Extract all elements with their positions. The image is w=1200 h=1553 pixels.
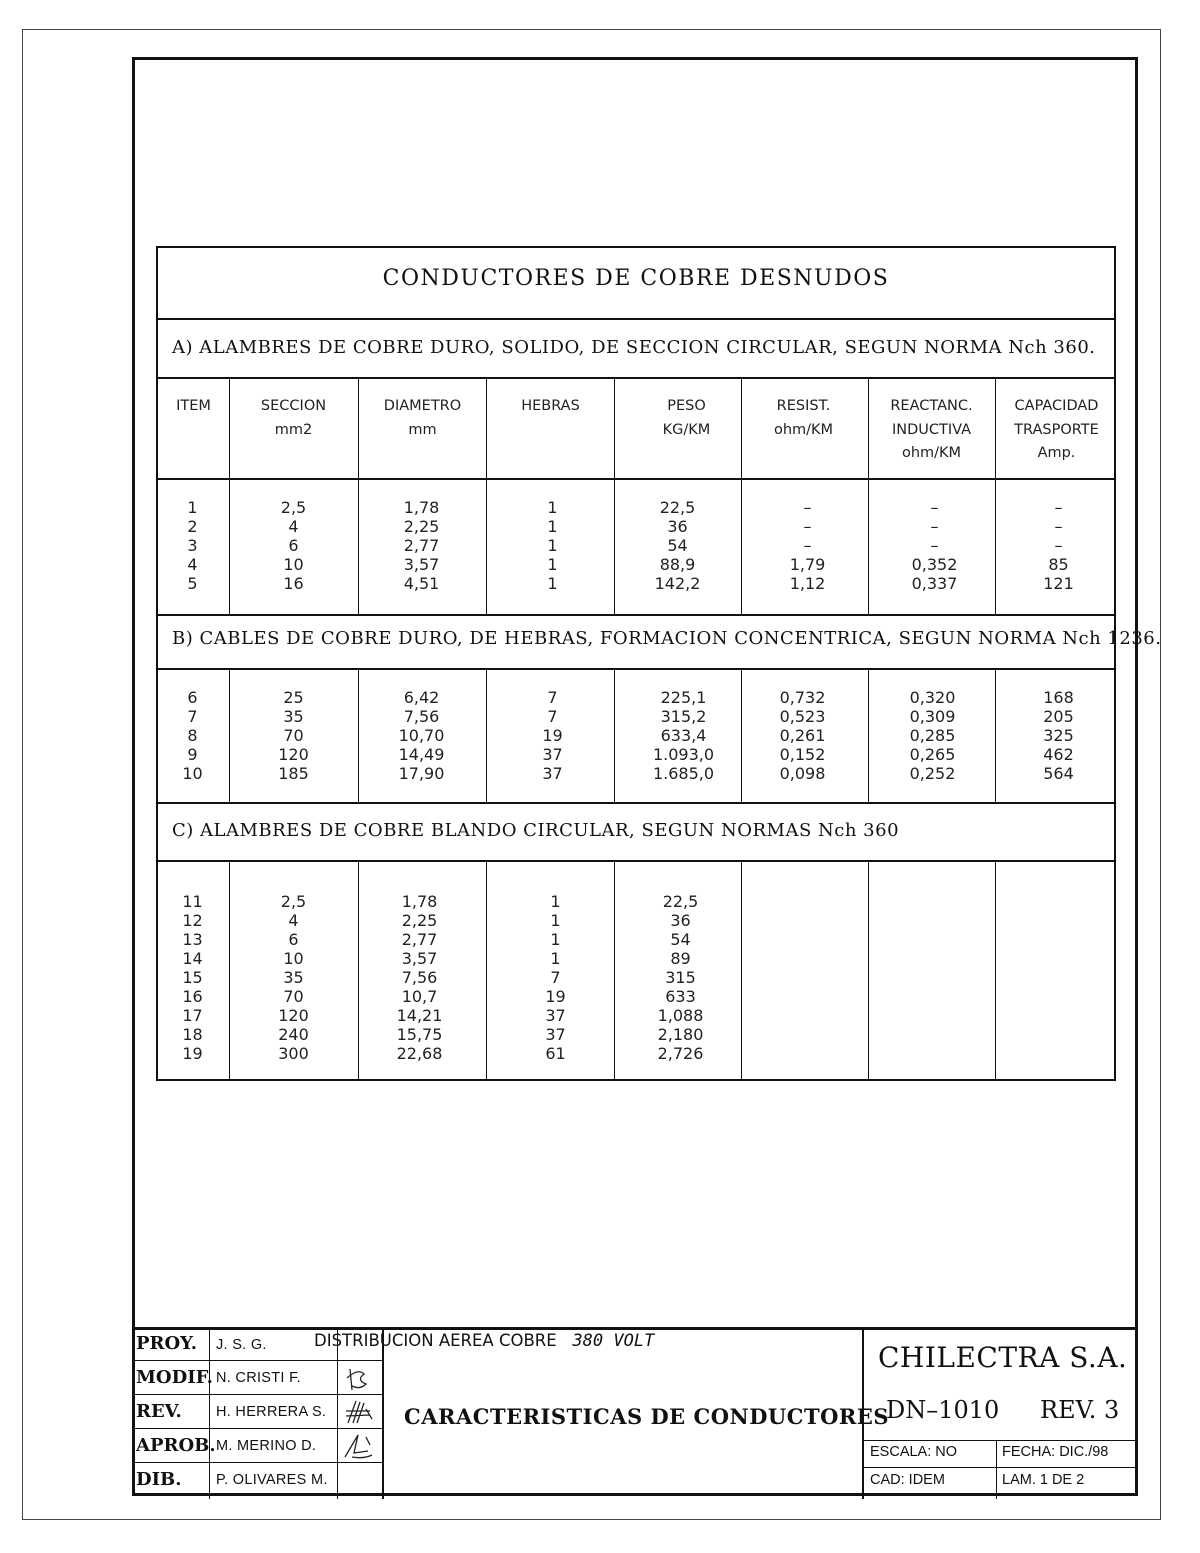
column-header-resist [740,395,867,442]
role-dib: DIB. [136,1469,182,1490]
rule [132,1394,382,1395]
column-header-capacidad [993,395,1120,466]
cell: 15 [182,968,203,987]
cell: – [1054,517,1063,536]
column-header-reactanc [868,395,995,466]
reactanc-column [871,498,998,593]
cell: 7 [547,707,558,726]
cell: 4 [288,911,299,930]
rule [862,1467,1138,1468]
cell: mm [408,421,437,438]
cell: 120 [278,745,309,764]
cell: 0,309 [909,707,956,726]
cell: – [803,536,812,555]
cell: 54 [670,930,691,949]
hebras-column [492,892,619,1063]
cell: 0,098 [779,764,826,783]
cell: 1 [550,911,561,930]
cell: 10,70 [398,726,445,745]
cell: 85 [1048,555,1069,574]
role-modif: MODIF. [136,1367,213,1388]
rule [158,860,1114,862]
cell: 19 [182,1044,203,1063]
cell: RESIST. [776,398,831,414]
cell: 168 [1043,688,1074,707]
cell: 22,5 [659,498,696,517]
hebras-column [489,498,616,593]
diametro-column [356,892,483,1063]
cell: 3 [187,536,198,555]
diametro-column [358,688,485,783]
rule [158,614,1114,616]
cell: 633,4 [660,726,707,745]
cell: 14 [182,949,203,968]
cell: 10,7 [401,987,438,1006]
cell: 14,21 [396,1006,443,1025]
rule [132,1360,382,1361]
role-rev: REV. [136,1401,182,1422]
cell: 121 [1043,574,1074,593]
cell: 4 [187,555,198,574]
lamina: LAM. 1 DE 2 [1002,1472,1085,1488]
cell: 0,261 [779,726,826,745]
cell: 13 [182,930,203,949]
cell: 240 [278,1025,309,1044]
section-b-title: B) CABLES DE COBRE DURO, DE HEBRAS, FORMACION CONCENTRICA, SEGUN NORMA Nch 1236. [172,628,1162,649]
cell: 2,5 [280,892,307,911]
cell: 142,2 [654,574,701,593]
signature-rev [342,1399,374,1425]
cell: 0,320 [909,688,956,707]
handwritten-voltage: 380 VOLT [572,1331,655,1351]
cell: INDUCTIVA [891,421,972,438]
cell: 0,337 [911,574,958,593]
col-rule [995,860,996,1079]
cell: – [803,517,812,536]
cell: 0,265 [909,745,956,764]
cell: 0,285 [909,726,956,745]
cell: 16 [182,987,203,1006]
section-a-title: A) ALAMBRES DE COBRE DURO, SOLIDO, DE SECCION CIRCULAR, SEGUN NORMA Nch 360. [172,337,1096,358]
cell: Amp. [1037,445,1076,461]
cell: 1 [547,536,558,555]
cell: 35 [283,707,304,726]
resist-column [744,498,871,593]
cell: 70 [283,987,304,1006]
cell: 15,75 [396,1025,443,1044]
cell: 1 [550,949,561,968]
table-title: CONDUCTORES DE COBRE DESNUDOS [382,266,890,291]
cell: 1,12 [789,574,826,593]
cell: ohm/KM [901,445,962,461]
cell: ITEM [176,398,211,414]
document-number: DN–1010 [886,1396,1000,1424]
seccion-column [230,892,357,1063]
cell: ohm/KM [773,421,834,438]
cell: 1,78 [401,892,438,911]
cell: 2,726 [657,1044,704,1063]
cell: 315 [665,968,696,987]
conductor-table [156,246,1162,1081]
cell: PESO [667,398,706,414]
cell: mm2 [274,421,313,438]
name-proy: J. S. G. [216,1337,267,1353]
cad: CAD: IDEM [870,1472,945,1488]
cell: 37 [545,1006,566,1025]
cell: 1,79 [789,555,826,574]
drawing-title: CARACTERISTICAS DE CONDUCTORES [404,1404,889,1429]
cell: – [1054,498,1063,517]
cell: 2,25 [401,911,438,930]
cell: 8 [187,726,198,745]
cell: 61 [545,1044,566,1063]
cell: 325 [1043,726,1074,745]
name-dib: P. OLIVARES M. [216,1472,328,1488]
name-modif: N. CRISTI F. [216,1370,301,1386]
cell: – [930,498,939,517]
rule [209,1330,210,1499]
cell: 10 [283,555,304,574]
cell: 22,68 [396,1044,443,1063]
cell: 4 [288,517,299,536]
cell: – [930,517,939,536]
cell: – [803,498,812,517]
peso-column [617,892,744,1063]
cell: 1,78 [403,498,440,517]
role-aprob: APROB. [136,1435,216,1456]
cell: 10 [283,949,304,968]
cell: 10 [182,764,203,783]
cell: 0,732 [779,688,826,707]
cell: 14,49 [398,745,445,764]
cell: 1,088 [657,1006,704,1025]
cell: 7 [547,688,558,707]
cell: 1 [547,517,558,536]
cell: KG/KM [662,421,711,438]
cell: 3,57 [401,949,438,968]
cell: 2,77 [401,930,438,949]
cell: 17 [182,1006,203,1025]
cell: 37 [545,1025,566,1044]
cell: 70 [283,726,304,745]
cell: 7 [187,707,198,726]
name-aprob: M. MERINO D. [216,1438,317,1454]
column-header-diametro [359,395,486,442]
cell: 1 [547,555,558,574]
cell: 88,9 [659,555,696,574]
cell: CAPACIDAD [1014,398,1099,414]
cell: 54 [667,536,688,555]
cell: 18 [182,1025,203,1044]
cell: 1.093,0 [652,745,715,764]
rule [996,1440,997,1499]
cell: 22,5 [662,892,699,911]
cell: 7,56 [401,968,438,987]
cell: 300 [278,1044,309,1063]
cell: 0,252 [909,764,956,783]
cell: 89 [670,949,691,968]
company-name: CHILECTRA S.A. [878,1341,1128,1374]
cell: – [1054,536,1063,555]
cell: 2,25 [403,517,440,536]
cell: 0,352 [911,555,958,574]
revision: REV. 3 [1040,1396,1120,1424]
cell: DIAMETRO [383,398,462,414]
cell: 205 [1043,707,1074,726]
signature-modif [342,1366,374,1392]
rule [158,668,1114,670]
cell: 37 [542,745,563,764]
cell: 11 [182,892,203,911]
cell: 9 [187,745,198,764]
cell: 7,56 [403,707,440,726]
hebras-column [489,688,616,783]
section-c-title: C) ALAMBRES DE COBRE BLANDO CIRCULAR, SEGUN NORMAS Nch 360 [172,820,900,841]
peso-column [620,688,747,783]
peso-column [614,498,741,593]
rule [158,377,1114,379]
cell: 633 [665,987,696,1006]
cell: REACTANC. [890,398,973,414]
cell: 37 [542,764,563,783]
cell: 19 [545,987,566,1006]
cell: 0,523 [779,707,826,726]
column-header-peso [623,395,750,442]
cell: 3,57 [403,555,440,574]
cell: 19 [542,726,563,745]
diametro-column [358,498,485,593]
resist-column [739,688,866,783]
cell: 6,42 [403,688,440,707]
escala: ESCALA: NO [870,1444,958,1460]
cell: 17,90 [398,764,445,783]
cell: HEBRAS [521,398,580,414]
cell: 120 [278,1006,309,1025]
rule [158,802,1114,804]
capacidad-column [995,688,1122,783]
rule [862,1440,1138,1441]
cell: 1 [547,574,558,593]
rule [158,318,1114,320]
cell: 25 [283,688,304,707]
cell: 35 [283,968,304,987]
cell: 185 [278,764,309,783]
col-rule [486,668,487,802]
cell: 6 [288,930,299,949]
distribution-text: DISTRIBUCION AEREA COBRE [314,1331,557,1350]
cell: 1 [550,930,561,949]
col-rule [486,860,487,1079]
cell: 1 [547,498,558,517]
cell: 0,152 [779,745,826,764]
cell: 6 [187,688,198,707]
cell: 2,5 [280,498,307,517]
capacidad-column [995,498,1122,593]
cell: – [930,536,939,555]
name-rev: H. HERRERA S. [216,1404,327,1420]
rule [382,1330,384,1499]
cell: 16 [283,574,304,593]
rule [337,1330,338,1499]
column-header-seccion [230,395,357,442]
rule [132,1462,382,1463]
cell: 462 [1043,745,1074,764]
fecha: FECHA: DIC./98 [1002,1444,1109,1460]
rule [158,478,1114,480]
rule [132,1428,382,1429]
cell: SECCION [260,398,327,414]
cell: 6 [288,536,299,555]
col-rule [868,860,869,1079]
cell: 36 [667,517,688,536]
cell: 225,1 [660,688,707,707]
cell: 36 [670,911,691,930]
cell: 12 [182,911,203,930]
cell: 1 [550,892,561,911]
seccion-column [230,688,357,783]
cell: 315,2 [660,707,707,726]
cell: TRASPORTE [1014,421,1099,438]
cell: 1 [187,498,198,517]
cell: 7 [550,968,561,987]
distribution-label [314,1331,654,1351]
role-proy: PROY. [136,1333,197,1354]
cell: 5 [187,574,198,593]
reactanc-column [869,688,996,783]
seccion-column [230,498,357,593]
cell: 564 [1043,764,1074,783]
cell: 4,51 [403,574,440,593]
column-header-hebras [487,395,614,419]
cell: 2,77 [403,536,440,555]
cell: 2,180 [657,1025,704,1044]
signature-aprob [342,1433,374,1459]
cell: 2 [187,517,198,536]
cell: 1.685,0 [652,764,715,783]
